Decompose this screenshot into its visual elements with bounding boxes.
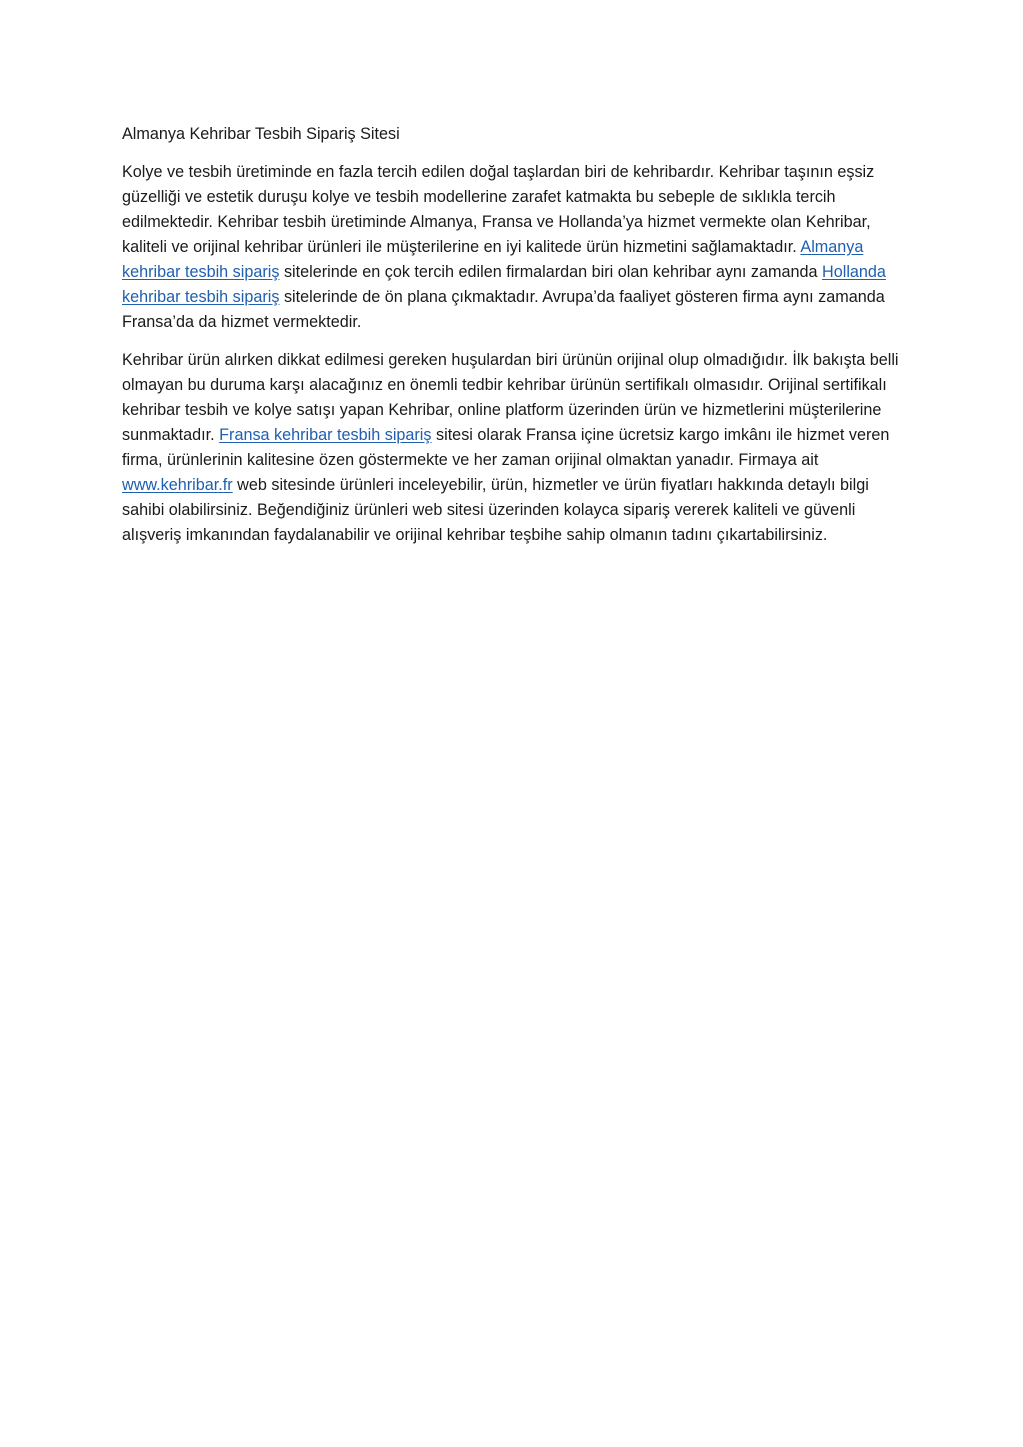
link-almanya-kehribar-tesbih[interactable]: Almanya kehribar tesbih sipariş	[122, 238, 864, 281]
paragraph-2	[122, 348, 901, 548]
paragraph-2-text-3: web sitesinde ürünleri inceleyebilir, ürün, hizmetler ve ürün fiyatları hakkında detaylı bilgi sahibi olabilirsiniz. Beğendiğiniz ürünleri web sitesi üzerinden kolayca sipariş vererek kaliteli ve güvenli alışveriş imkanından faydalanabilir ve orijinal kehribar teşbihe sahip olmanın tadını çıkartabilirsiniz.	[122, 476, 869, 544]
paragraph-1-text-1: Kolye ve tesbih üretiminde en fazla tercih edilen doğal taşlardan biri de kehribardır. Kehribar taşının eşsiz güzelliği ve estetik duruşu kolye ve tesbih modellerine zarafet katmakta bu sebeple de sıklıkla tercih edilmektedir. Kehribar tesbih üretiminde Almanya, Fransa ve Hollanda’ya hizmet vermekte olan Kehribar, kaliteli ve orijinal kehribar ürünleri ile müşterilerine en iyi kalitede ürün hizmetini sağlamaktadır.	[122, 163, 875, 256]
paragraph-1-text-3: sitelerinde de ön plana çıkmaktadır. Avrupa’da faaliyet gösteren firma aynı zamanda Fransa’da da hizmet vermektedir.	[122, 288, 885, 331]
link-kehribar-website[interactable]: www.kehribar.fr	[122, 476, 233, 494]
paragraph-1-text-2: sitelerinde en çok tercih edilen firmalardan biri olan kehribar aynı zamanda	[279, 263, 823, 281]
paragraph-2-text-1: Kehribar ürün alırken dikkat edilmesi gereken huşulardan biri ürünün orijinal olup olmadığıdır. İlk bakışta belli olmayan bu duruma karşı alacağınız en önemli tedbir kehribar ürünün sertifikalı olmasıdır. Orijinal sertifikalı kehribar tesbih ve kolye satışı yapan Kehribar, online platform üzerinden ürün ve hizmetlerini müşterilerine sunmaktadır.	[122, 351, 899, 444]
link-fransa-kehribar-tesbih[interactable]: Fransa kehribar tesbih sipariş	[219, 426, 432, 444]
document-body	[122, 122, 901, 561]
document-title: Almanya Kehribar Tesbih Sipariş Sitesi	[122, 125, 400, 143]
link-hollanda-kehribar-tesbih[interactable]: Hollanda kehribar tesbih sipariş	[122, 263, 886, 306]
paragraph-1	[122, 160, 901, 335]
paragraph-2-text-2: sitesi olarak Fransa içine ücretsiz kargo imkânı ile hizmet veren firma, ürünlerinin kalitesine özen göstermekte ve her zaman orijinal olmaktan yanadır. Firmaya ait	[122, 426, 890, 469]
